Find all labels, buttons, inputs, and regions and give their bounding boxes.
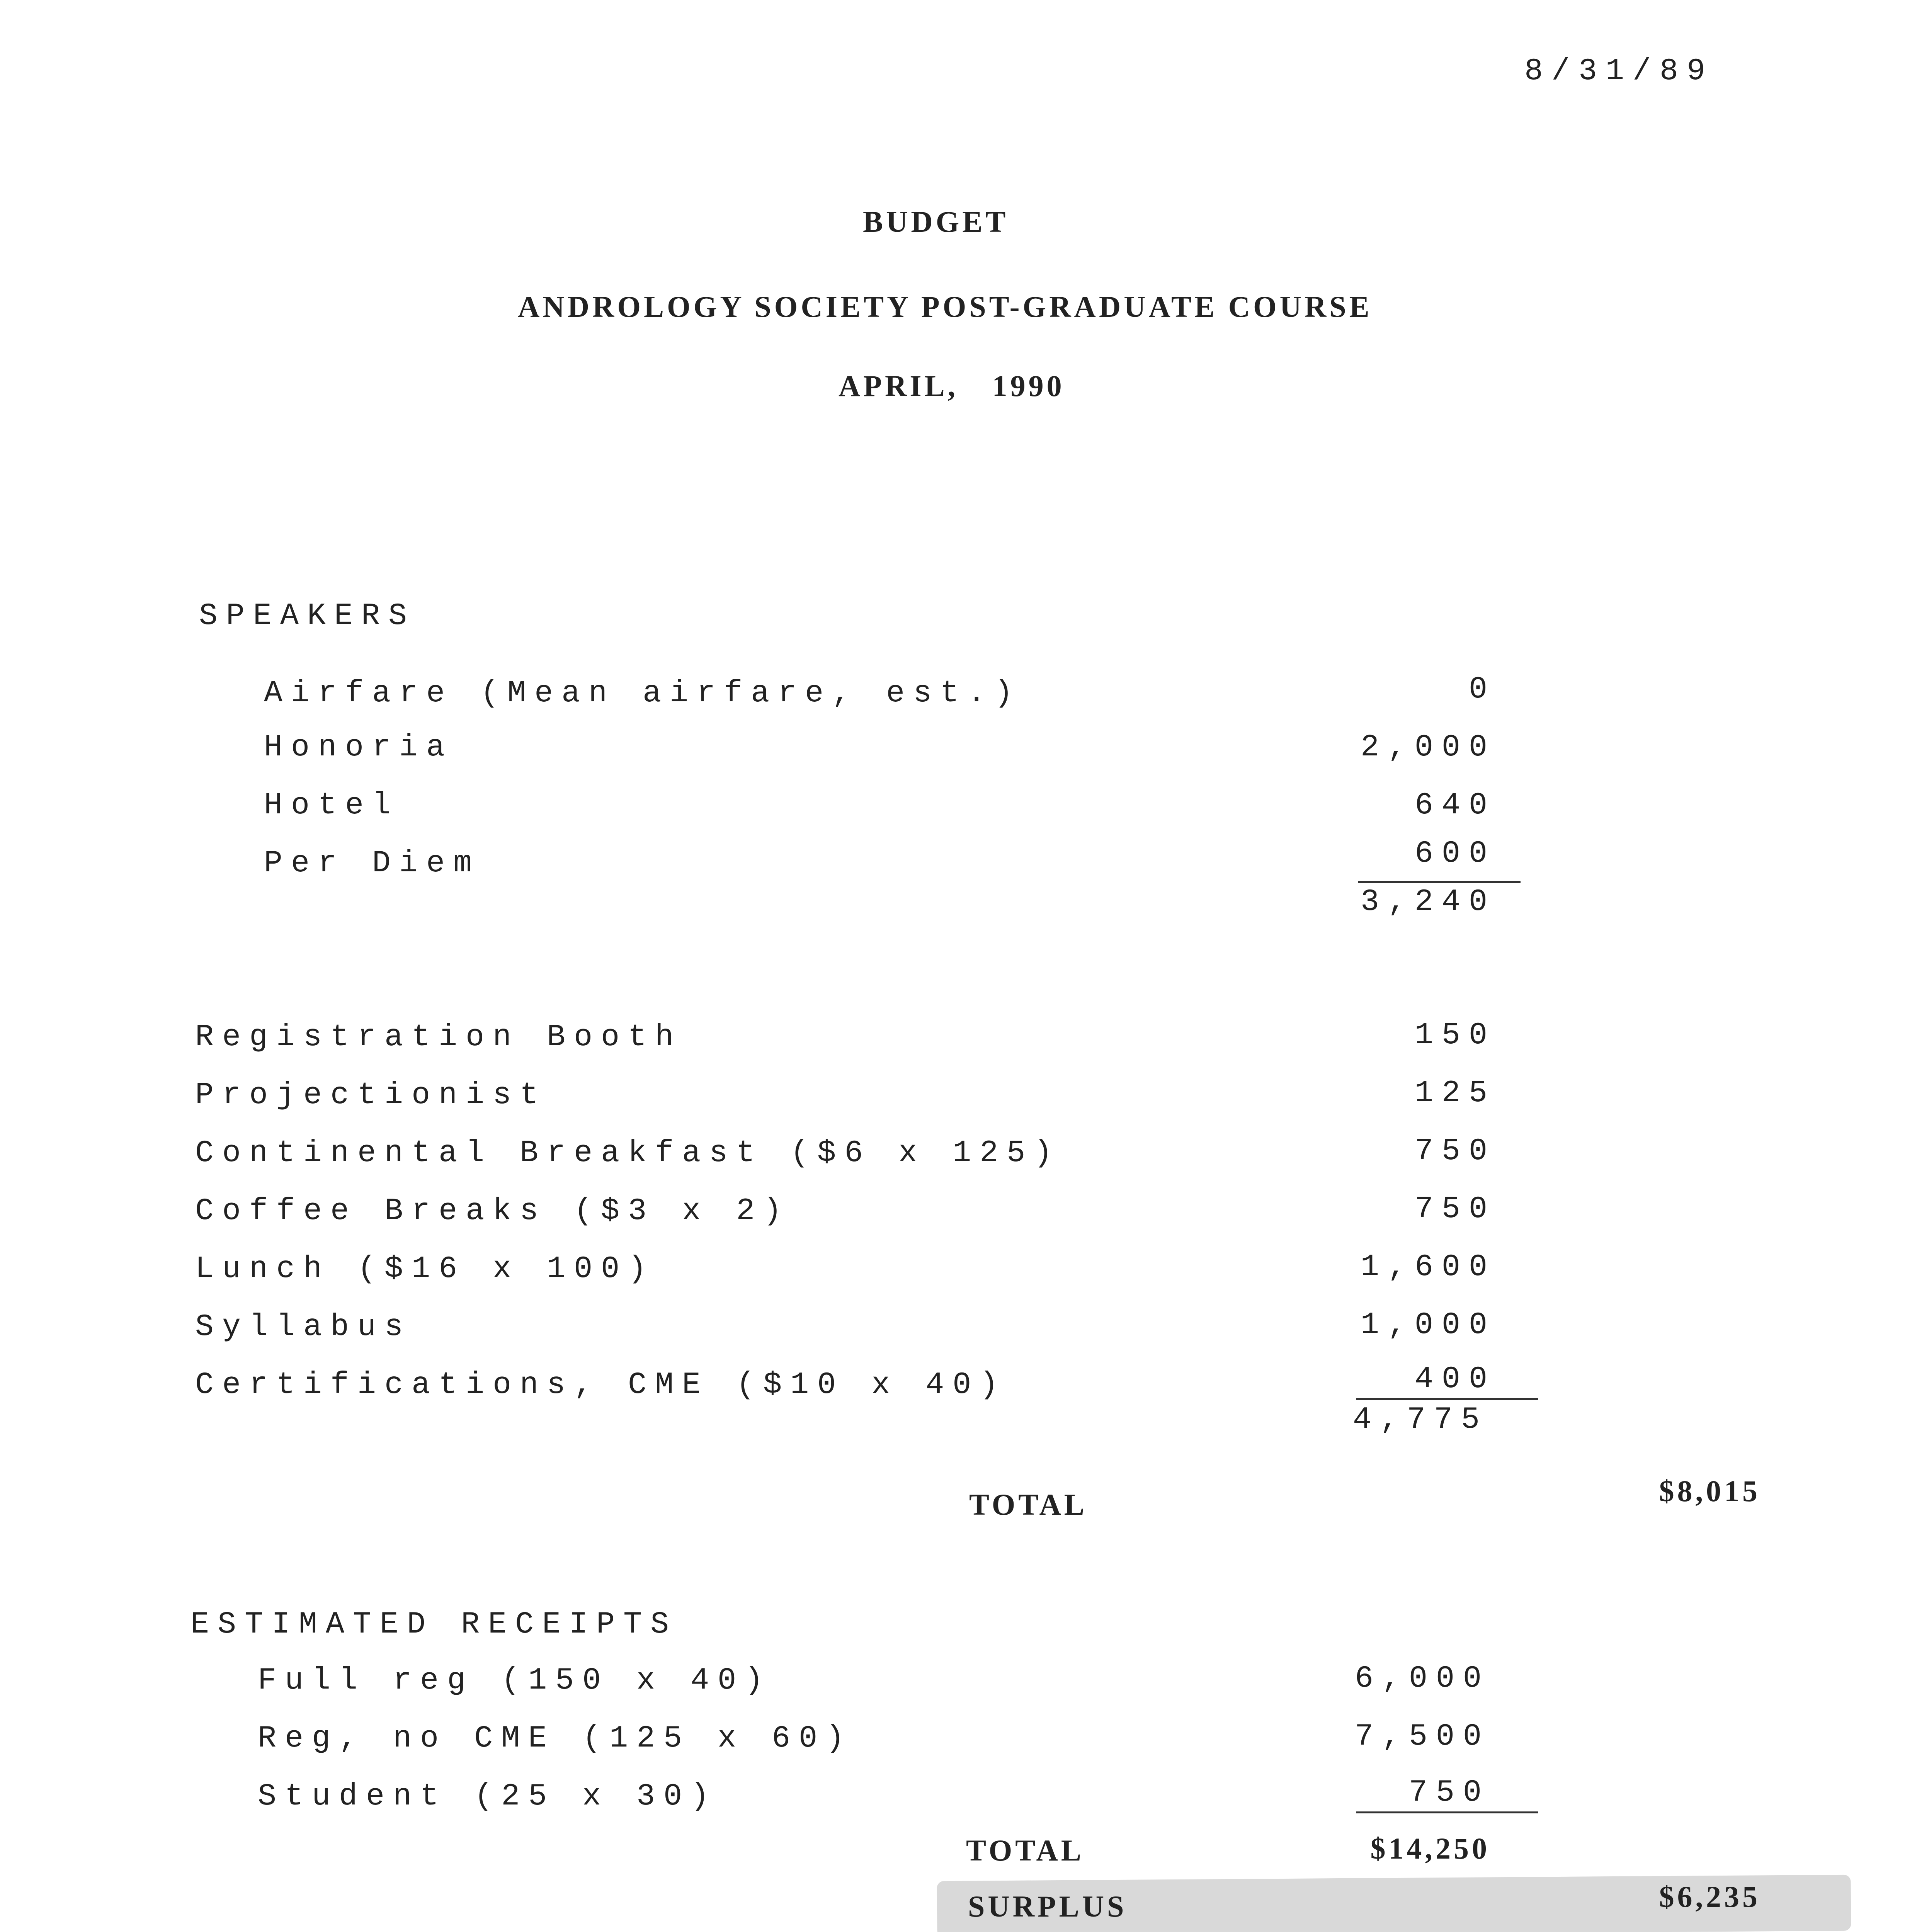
receipts-total-value: $14,250	[1370, 1832, 1490, 1865]
receipts-total-rule	[1356, 1811, 1538, 1813]
expense-item-label: Projectionist	[195, 1078, 547, 1113]
expense-item-label: Lunch ($16 x 100)	[195, 1252, 655, 1287]
expense-item-label: Certifications, CME ($10 x 40)	[195, 1367, 1007, 1403]
expense-item-value: 125	[1414, 1076, 1496, 1111]
speakers-item-value: 2,000	[1360, 730, 1496, 765]
receipts-item-value: 7,500	[1354, 1719, 1490, 1754]
receipts-item-label: Student (25 x 30)	[258, 1779, 718, 1814]
speakers-heading: SPEAKERS	[199, 599, 416, 634]
speakers-item-value: 640	[1414, 788, 1496, 823]
expense-item-value: 1,600	[1360, 1250, 1496, 1285]
expense-item-value: 750	[1414, 1192, 1496, 1227]
expense-item-label: Continental Breakfast ($6 x 125)	[195, 1136, 1061, 1171]
expense-item-label: Coffee Breaks ($3 x 2)	[195, 1194, 791, 1229]
expense-item-value: 400	[1414, 1362, 1496, 1397]
receipts-item-value: 6,000	[1354, 1661, 1490, 1696]
speakers-item-label: Per Diem	[264, 846, 481, 881]
surplus-value: $6,235	[1659, 1880, 1761, 1913]
expense-item-value: 750	[1414, 1134, 1496, 1169]
receipts-item-label: Reg, no CME (125 x 60)	[258, 1721, 853, 1756]
page-subtitle: ANDROLOGY SOCIETY POST-GRADUATE COURSE	[518, 290, 1373, 323]
page-date-line: APRIL, 1990	[839, 369, 1065, 403]
expense-item-value: 1,000	[1360, 1308, 1496, 1343]
speakers-item-label: Airfare (Mean airfare, est.)	[264, 676, 1022, 711]
speakers-item-value: 600	[1414, 836, 1496, 871]
surplus-label: SURPLUS	[968, 1889, 1127, 1923]
expenses-subtotal: 4,775	[1352, 1402, 1488, 1437]
receipts-item-value: 750	[1408, 1775, 1490, 1810]
speakers-item-label: Honoria	[264, 730, 454, 765]
receipts-item-label: Full reg (150 x 40)	[258, 1663, 772, 1698]
speakers-subtotal-rule	[1358, 881, 1521, 883]
expense-item-label: Syllabus	[195, 1310, 412, 1345]
expense-item-label: Registration Booth	[195, 1020, 682, 1055]
speakers-item-value: 0	[1468, 672, 1496, 707]
expenses-subtotal-rule	[1356, 1398, 1538, 1400]
expenses-total-value: $8,015	[1659, 1474, 1761, 1508]
expense-item-value: 150	[1414, 1018, 1496, 1053]
document-date: 8/31/89	[1524, 54, 1714, 89]
expenses-total-label: TOTAL	[969, 1488, 1087, 1521]
page-title: BUDGET	[863, 205, 1009, 238]
speakers-subtotal: 3,240	[1360, 884, 1496, 920]
speakers-item-label: Hotel	[264, 788, 400, 823]
receipts-total-label: TOTAL	[966, 1833, 1084, 1867]
receipts-heading: ESTIMATED RECEIPTS	[191, 1607, 678, 1642]
